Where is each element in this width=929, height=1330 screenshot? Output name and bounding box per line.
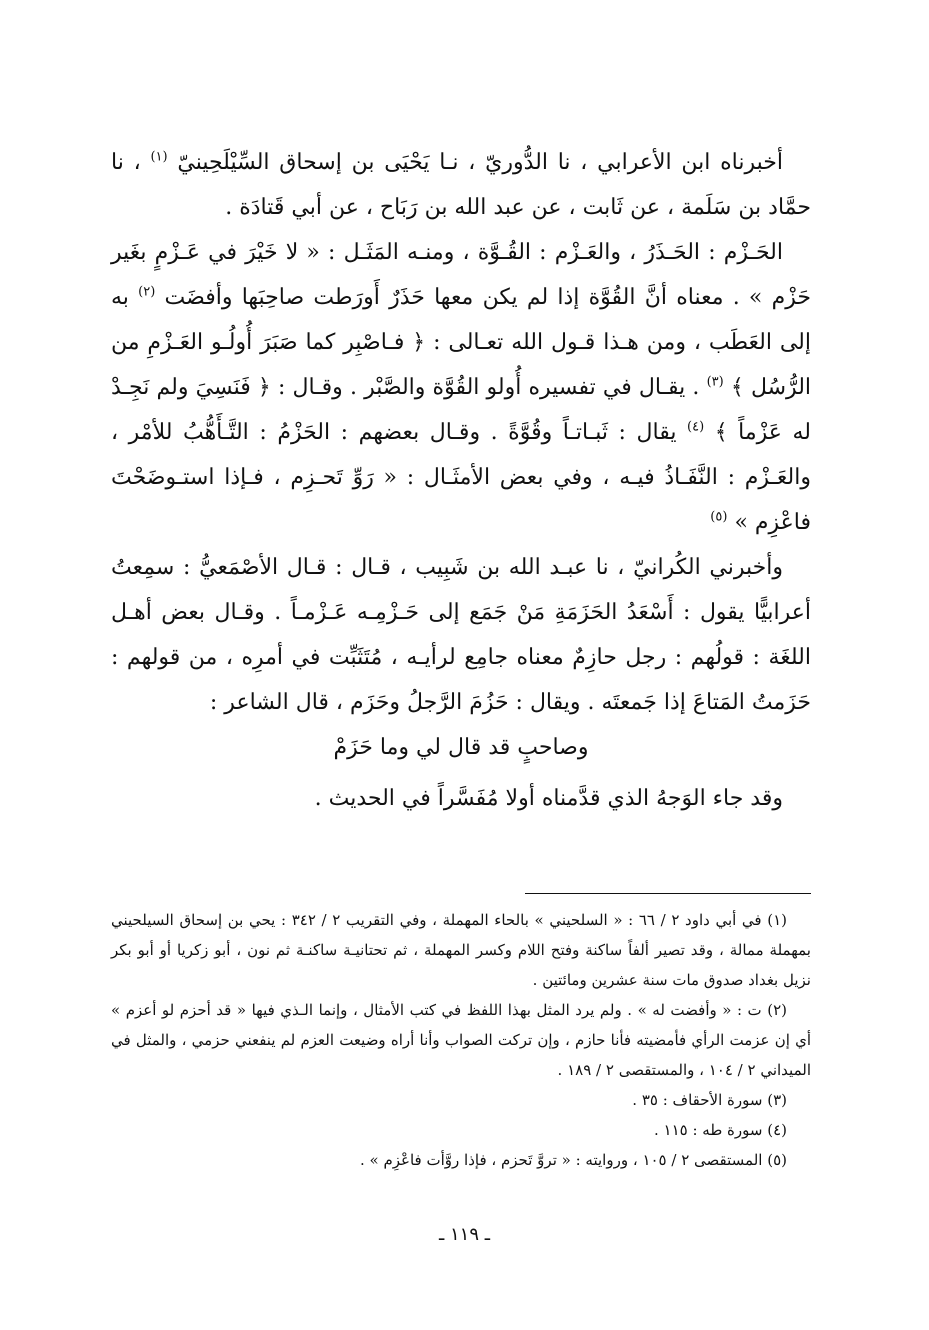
poem-verse: وصاحبٍ قد قال لي وما حَزَمْ [333, 735, 589, 760]
footnote-1: (١) في أبي داود ٢ / ٦٦ : « السلحيني » بالحاء المهملة ، وفي التقريب ٢ / ٣٤٢ : يحي بن إسحاق السيلحيني بمهملة ممالة ، وقد تصير ألفاً ساكنة وفتح اللام وكسر المهملة ، ثم تحتانيـة ساكنـة ثم نون ، أبو زكريا أو أبو بكر نزيل بغداد صدوق مات سنة عشرين ومائتين . [111, 911, 811, 989]
paragraph-2-text-a: الحَـزْم : الحَـذَرُ ، والعَـزْم : القُـوَّة ، ومنـه المَثَـل : « لا خَيْرَ في عَـزْمٍ بغَير حَزْم » . معناه أنَّ القُوَّة إذا لم يكن معها حَذَرٌ أَورَطت صاحِبَها وأفضَت [111, 240, 811, 310]
paragraph-2-text-c: . يقـال في تفسيره أُولو القُوَّة والصَّبْر . وقـال : ﴿ فَنَسِيَ ولم نَجِـدْ له عَزْماً ﴾ [111, 375, 811, 445]
footnote-ref-1: (١) [150, 149, 168, 165]
page-number: ـ ١١٩ ـ [438, 1224, 490, 1245]
footnote-separator [525, 893, 811, 894]
paragraph-3: وأخبرني الكُرانيّ ، نا عبـد الله بن شَبِيب ، قـال : قـال الأصْمَعيُّ : سمِعتُ أعرابيًّا يقول : أَسْعَدُ الحَزَمَةِ مَنْ جَمَع إلى حَـزْمِـه عَـزْمـاً . وقـال بعض أهـل اللغَة : قولُهم : رجل حازِمٌ معناه جامِع لرأيـه ، مُتَثَبِّت في أمرِه ، من قولهم : حَزَمتُ المَتاعَ إذا جَمعتَه . ويقال : حَزُمَ الرَّجلُ وحَزَم ، قال الشاعر : [111, 555, 811, 715]
footnote-ref-5: (٥) [710, 509, 728, 525]
paragraph-2-text-d: يقال : ثَبـاتـاً وقُوَّةً . وقـال بعضهم : الحَزْمُ : التَّـأَهُّبُ للأمْر ، والعَـزْم : النَّفَـاذُ فيـه ، وفي بعض الأمثَـال : « رَوِّ تَحـزِم ، فـإذا استـوضَحْتَ فاعْزِم » [111, 420, 811, 535]
paragraph-1-continuation: ، نا حمَّاد بن سَلَمة ، عن ثَابت ، عن عبد الله بن رَبَاح ، عن أبي قَتادَة . [111, 150, 811, 220]
footnote-4: (٤) سورة طه : ١١٥ . [653, 1121, 787, 1139]
paragraph-2 [111, 230, 811, 545]
footnote-5: (٥) المستقصى ٢ / ١٠٥ ، وروايته : « تروَّ تَحزم ، فإذا روَّأت فاعْزِم » . [359, 1151, 787, 1169]
paragraph-1-text: أخبرناه ابن الأعرابي ، نا الدُّوريّ ، نـا يَحْيَى بن إسحاق السِّيْلَحِينيّ [177, 150, 784, 175]
footnote-ref-4: (٤) [687, 419, 705, 435]
paragraph-4: وقد جاء الوَجهُ الذي قدَّمناه أولا مُفَسَّراً في الحديث . [314, 786, 783, 811]
footnote-ref-2: (٢) [138, 284, 156, 300]
footnote-3: (٣) سورة الأحقاف : ٣٥ . [632, 1091, 787, 1109]
paragraph-1 [111, 140, 811, 230]
paragraph-2-text-b: به إلى العَطَب ، ومن هـذا قـول الله تعـالى : ﴿ فـاصْبِر كما صَبَرَ أُولُـو العَـزْمِ من الرُّسُل ﴾ [111, 285, 812, 400]
footnote-ref-3: (٣) [706, 374, 724, 390]
main-text [111, 140, 811, 821]
footnotes [111, 905, 811, 1175]
footnote-2: (٢) ت : « وأفضت له » . ولم يرد المثل بهذا اللفظ في كتب الأمثال ، وإنما الـذي فيها « قد أحزم لو أعزم » أي إن عزمت الرأي فأمضيته فأنا حازم ، وإن تركت الصواب وأنا أراه وضيعت العزم لم ينفعني حزمي ، والمثل في الميداني ٢ / ١٠٤ ، والمستقصى ٢ / ١٨٩ . [111, 1001, 811, 1079]
